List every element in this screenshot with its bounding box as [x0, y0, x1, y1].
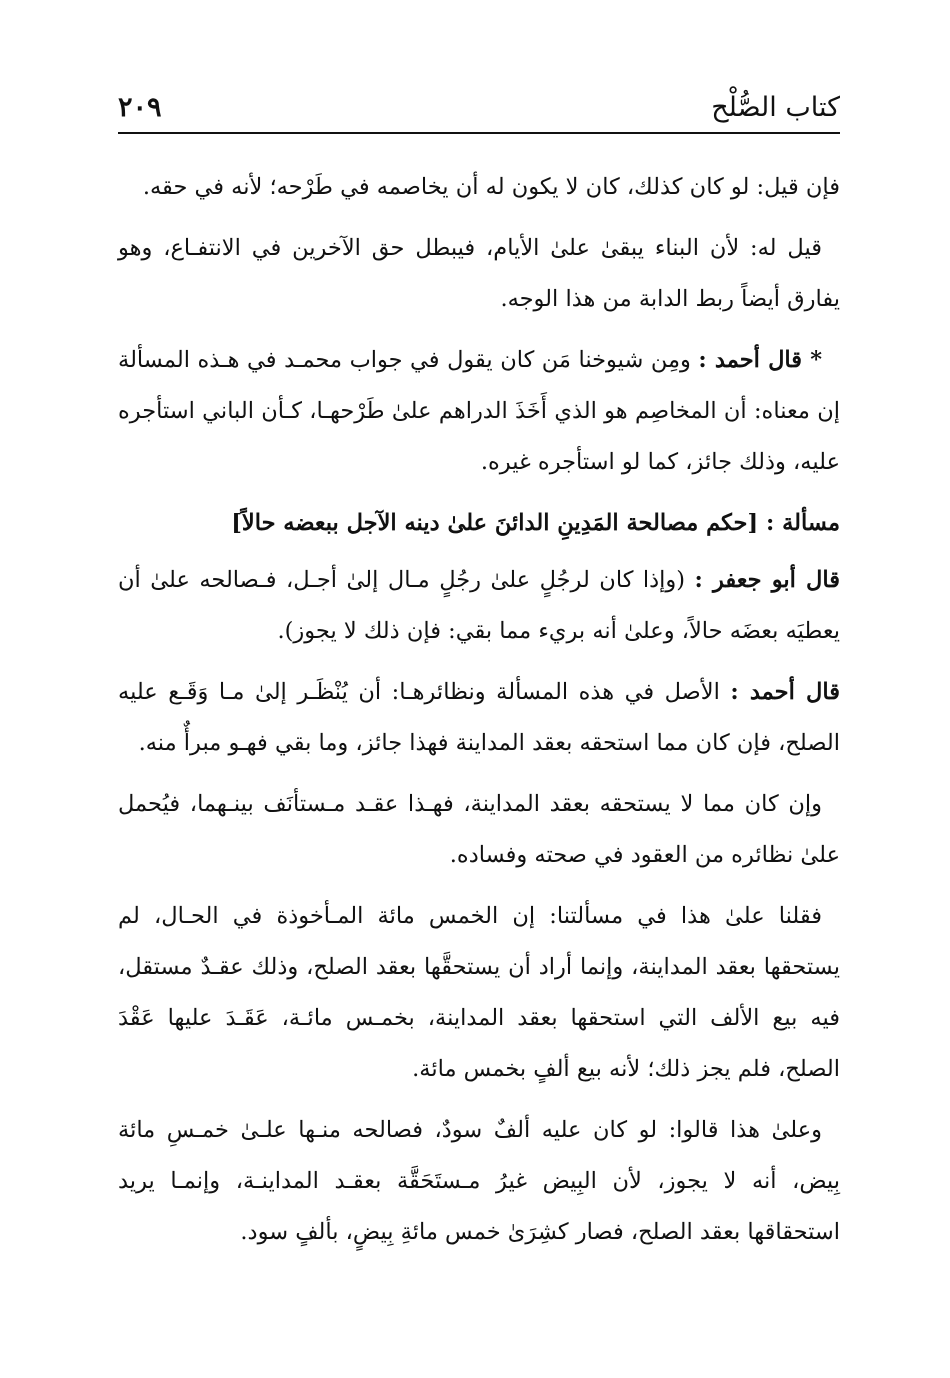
paragraph — [118, 891, 840, 1095]
paragraph-text: وعلىٰ هذا قالوا: لو كان عليه ألفٌ سودٌ، فصالحه منـها علـىٰ خمـسِ مائة بِيض، أنه لا يجوز، لأن البِيض غيرُ مـستَحَقَّة بعقـد المداينـة، وإنمـا يريد استحقاقها بعقد الصلح، فصار كشِرَىٰ خمس مائةِ بِيضٍ، بألفٍ سود. — [118, 1117, 840, 1245]
paragraph — [118, 667, 840, 769]
section-heading — [118, 498, 840, 549]
paragraph — [118, 1105, 840, 1258]
paragraph — [118, 555, 840, 657]
paragraph-text: فقلنا علىٰ هذا في مسألتنا: إن الخمس مائة المـأخوذة في الحـال، لم يستحقها بعقد المداينة، وإنما أراد أن يستحقَّها بعقد الصلح، وذلك عقـدٌ مستقل، فيه بيع الألف التي استحقها بعقد المداينة، بخمـس مائـة، عَقَـدَ عليها عَقْدَ الصلح، فلم يجز ذلك؛ لأنه بيع ألفٍ بخمس مائة. — [118, 903, 840, 1082]
speaker-label: قال أحمد : — [730, 679, 840, 705]
paragraph — [118, 779, 840, 881]
page-number: ٢٠٩ — [118, 92, 162, 123]
speaker-label: * قال أحمد : — [698, 347, 822, 373]
running-header — [118, 88, 840, 134]
section-label: مسألة : — [765, 510, 840, 536]
paragraph-text: وإن كان مما لا يستحقه بعقد المداينة، فهـذا عقـد مـستأنَف بينـهما، فيُحمل علىٰ نظائره من العقود في صحته وفساده. — [118, 791, 840, 868]
paragraph — [118, 223, 840, 325]
book-title: كتاب الصُّلْح — [711, 92, 840, 123]
book-page — [118, 88, 840, 1308]
paragraph-text: (وإذا كان لرجُلٍ علىٰ رجُلٍ مـال إلىٰ أجـل، فـصالحه علىٰ أن يعطيَه بعضَه حالاً، وعلىٰ أنه بريء مما بقي: فإن ذلك لا يجوز). — [118, 567, 840, 644]
paragraph — [118, 335, 840, 488]
paragraph-text: قيل له: لأن البناء يبقىٰ علىٰ الأيام، فيبطل حق الآخرين في الانتفـاع، وهو يفارق أيضاً ربط الدابة من هذا الوجه. — [118, 235, 840, 312]
section-title: [حكم مصالحة المَدِينِ الدائنَ علىٰ دينه الآجل ببعضه حالاً] — [231, 510, 766, 536]
paragraph-text: الأصل في هذه المسألة ونظائرهـا: أن يُنْظَـر إلىٰ مـا وَقَـع عليه الصلح، فإن كان مما استحقه بعقد المداينة فهذا جائز، وما بقي فهـو مبرأٌ منه. — [118, 679, 840, 756]
paragraph-text: ومِن شيوخنا مَن كان يقول في جواب محمـد في هـذه المسألة إن معناه: أن المخاصِم هو الذي أَخَذَ الدراهم علىٰ طَرْحهـا، كـأن الباني استأجره عليه، وذلك جائز، كما لو استأجره غيره. — [118, 347, 840, 475]
paragraph-text: فإن قيل: لو كان كذلك، كان لا يكون له أن يخاصمه في طَرْحه؛ لأنه في حقه. — [142, 174, 840, 200]
page-body — [118, 162, 840, 1258]
speaker-label: قال أبو جعفر : — [694, 567, 840, 593]
paragraph — [118, 162, 840, 213]
